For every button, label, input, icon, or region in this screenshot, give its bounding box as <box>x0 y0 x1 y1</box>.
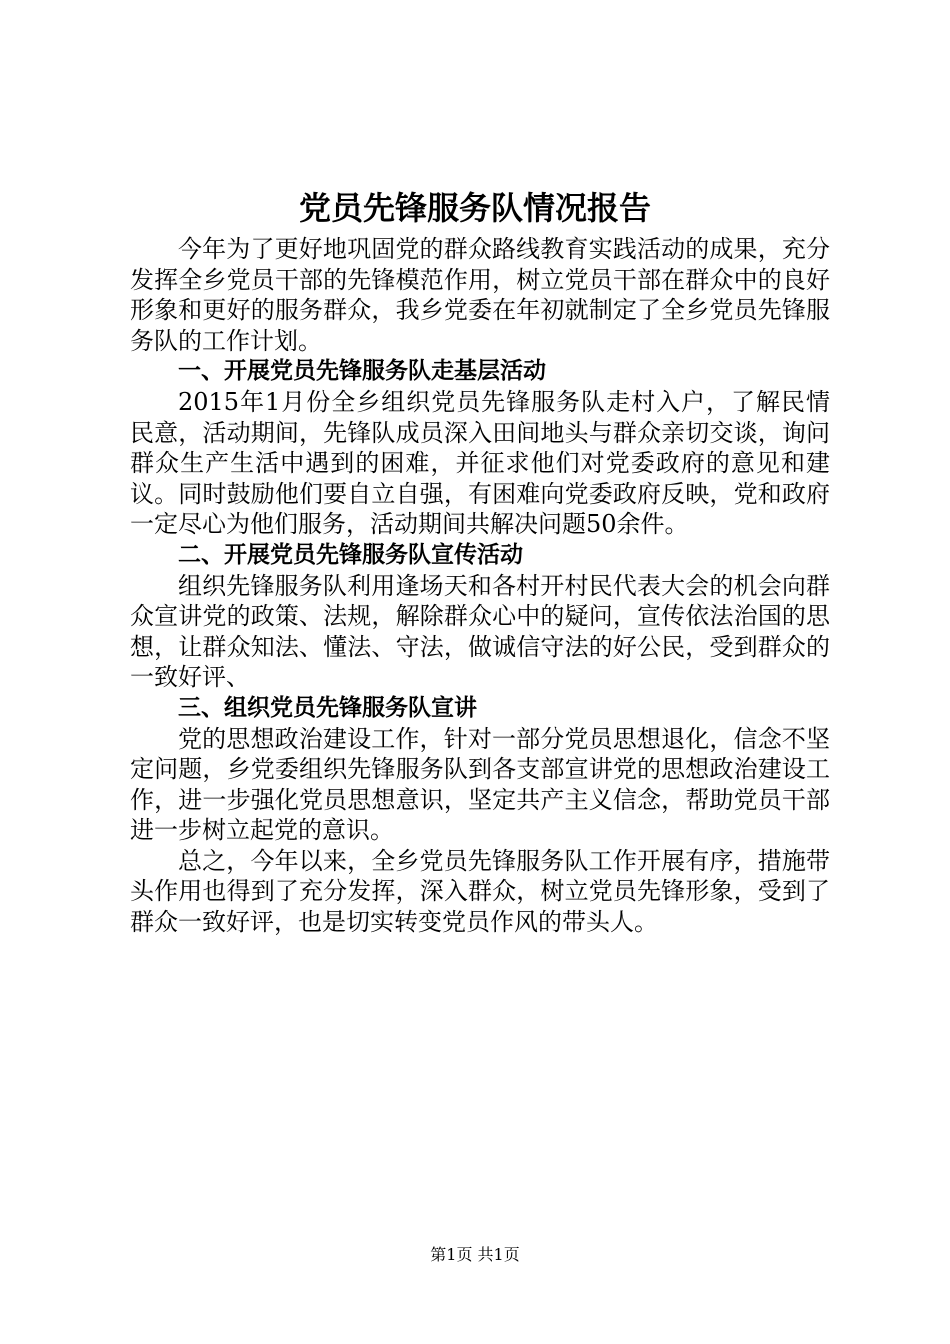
conclusion-paragraph: 总之，今年以来，全乡党员先锋服务队工作开展有序，措施带头作用也得到了充分发挥，深入群众，树立党员先锋形象，受到了群众一致好评，也是切实转变党员作风的带头人。 <box>130 846 830 937</box>
document-body <box>130 234 830 938</box>
section-heading-3: 三、组织党员先锋服务队宣讲 <box>178 694 477 721</box>
section-paragraph-2: 组织先锋服务队利用逢场天和各村开村民代表大会的机会向群众宣讲党的政策、法规，解除群众心中的疑问，宣传依法治国的思想，让群众知法、懂法、守法，做诚信守法的好公民，受到群众的一致好评、 <box>130 571 830 692</box>
section-heading-1: 一、开展党员先锋服务队走基层活动 <box>178 358 546 385</box>
intro-paragraph: 今年为了更好地巩固党的群众路线教育实践活动的成果，充分发挥全乡党员干部的先锋模范作用，树立党员干部在群众中的良好形象和更好的服务群众，我乡党委在年初就制定了全乡党员先锋服务队的工作计划。 <box>130 235 830 355</box>
page-footer: 第1页 共1页 <box>430 1245 520 1264</box>
document-title: 党员先锋服务队情况报告 <box>298 189 651 227</box>
section-paragraph-3: 党的思想政治建设工作，针对一部分党员思想退化，信念不坚定问题，乡党委组织先锋服务队到各支部宣讲党的思想政治建设工作，进一步强化党员思想意识，坚定共产主义信念，帮助党员干部进一步树立起党的意识。 <box>130 724 830 845</box>
section-paragraph-1: 2015年1月份全乡组织党员先锋服务队走村入户，了解民情民意，活动期间，先锋队成员深入田间地头与群众亲切交谈，询问群众生产生活中遇到的困难，并征求他们对党委政府的意见和建议。同时鼓励他们要自立自强，有困难向党委政府反映，党和政府一定尽心为他们服务，活动期间共解决问题50余件。 <box>130 387 830 539</box>
section-heading-2: 二、开展党员先锋服务队宣传活动 <box>178 541 523 568</box>
